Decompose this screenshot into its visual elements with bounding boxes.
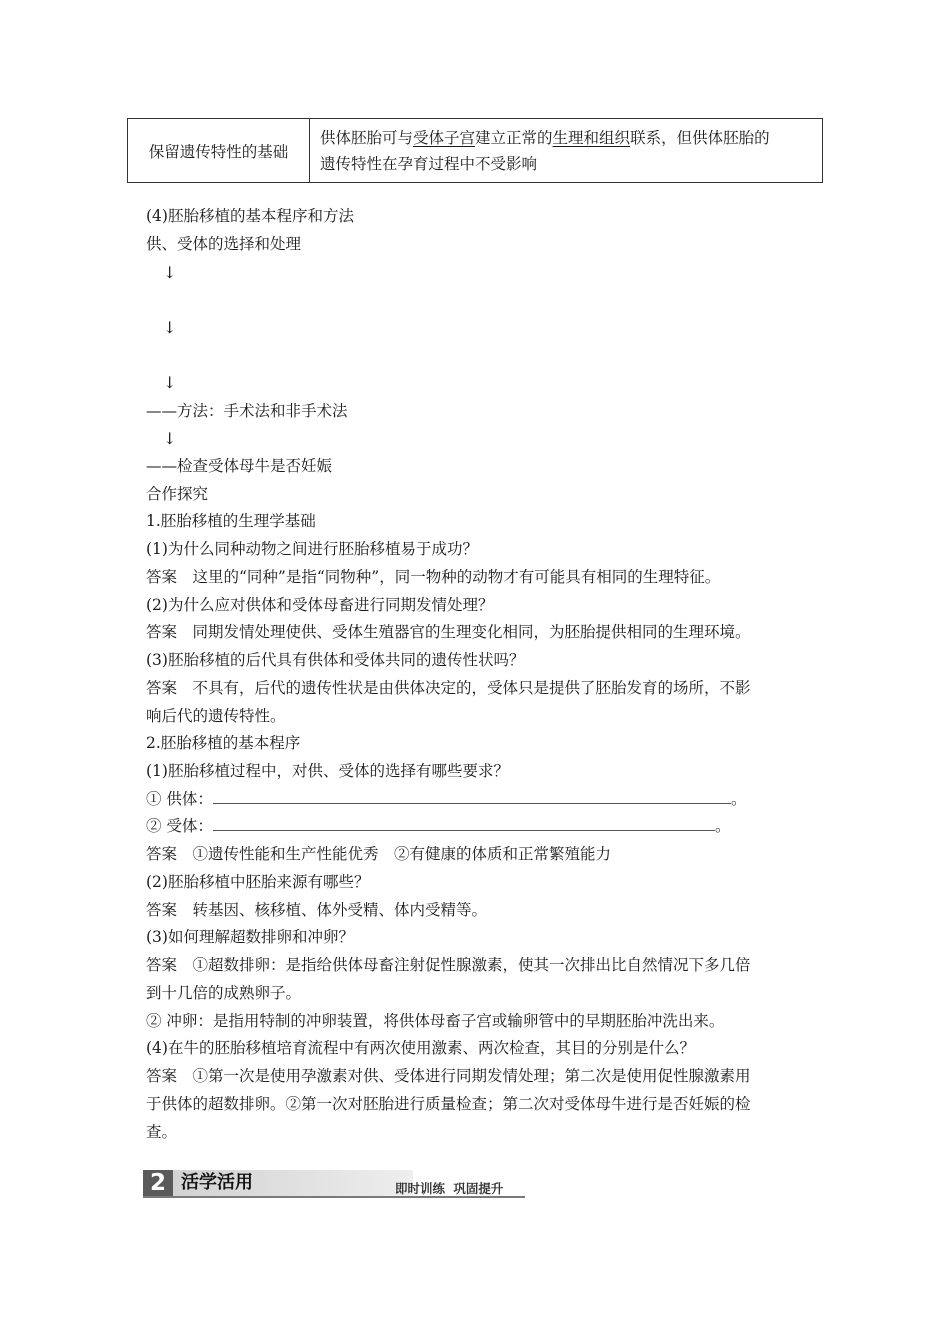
answer-1-3-line2: 响后代的遗传特性。 xyxy=(146,707,286,725)
underlined-term-physio: 生理和组织 xyxy=(552,128,631,147)
table-content-line2: 遗传特性在孕育过程中不受影响 xyxy=(320,154,538,173)
answer-1-2: 答案 同期发情处理使供、受体生殖器官的生理变化相同，为胚胎提供相同的生理环境。 xyxy=(146,623,751,641)
answer-2-4-line1: 答案 ①第一次是使用孕激素对供、受体进行同期发情处理；第二次是使用促性腺激素用 xyxy=(146,1067,751,1085)
topic-2-heading: 2.胚胎移植的基本程序 xyxy=(146,734,301,752)
section-number-badge: 2 xyxy=(143,1170,173,1196)
section4-title: (4)胚胎移植的基本程序和方法 xyxy=(146,207,354,225)
question-2-4: (4)在牛的胚胎移植培育流程中有两次使用激素、两次检查，其目的分别是什么？ xyxy=(146,1039,695,1057)
flow-step-4: ——方法：手术法和非手术法 xyxy=(146,402,348,420)
table-label-cell: 保留遗传特性的基础 xyxy=(128,119,310,183)
banner-subtitle: 即时训练 巩固提升 xyxy=(395,1181,504,1196)
banner-rule xyxy=(143,1196,525,1198)
banner-title: 活学活用 xyxy=(181,1172,253,1193)
underlined-term-uterus: 受体子宫 xyxy=(413,128,476,147)
flow-arrow-2: ↓ xyxy=(163,318,177,337)
cooperative-inquiry-heading: 合作探究 xyxy=(146,485,209,503)
topic-1-heading: 1.胚胎移植的生理学基础 xyxy=(146,512,316,530)
question-2-2: (2)胚胎移植中胚胎来源有哪些？ xyxy=(146,873,370,891)
recipient-blank[interactable] xyxy=(213,816,715,831)
flow-step-5: ——检查受体母牛是否妊娠 xyxy=(146,457,333,475)
donor-label: ① 供体： xyxy=(146,790,213,808)
question-2-1: (1)胚胎移植过程中，对供、受体的选择有哪些要求？ xyxy=(146,762,509,780)
answer-2-3-line3: ② 冲卵：是指用特制的冲卵装置，将供体母畜子宫或输卵管中的早期胚胎冲洗出来。 xyxy=(146,1012,725,1030)
answer-2-4-line3: 查。 xyxy=(146,1123,178,1141)
flow-step-1: 供、受体的选择和处理 xyxy=(146,235,302,253)
basis-table xyxy=(127,118,823,183)
table-content-cell xyxy=(310,119,823,183)
question-2-3: (3)如何理解超数排卵和冲卵？ xyxy=(146,928,354,946)
answer-2-3-line2: 到十几倍的成熟卵子。 xyxy=(146,984,302,1002)
donor-blank[interactable] xyxy=(213,789,731,804)
question-1-1: (1)为什么同种动物之间进行胚胎移植易于成功？ xyxy=(146,540,478,558)
recipient-label: ② 受体： xyxy=(146,817,213,835)
answer-2-1: 答案 ①遗传性能和生产性能优秀 ②有健康的体质和正常繁殖能力 xyxy=(146,845,612,863)
answer-2-2: 答案 转基因、核移植、体外受精、体内受精等。 xyxy=(146,901,488,919)
answer-1-3-line1: 答案 不具有，后代的遗传性状是由供体决定的，受体只是提供了胚胎发育的场所，不影 xyxy=(146,679,751,697)
section-banner xyxy=(143,1170,525,1198)
answer-2-3-line1: 答案 ①超数排卵：是指给供体母畜注射促性腺激素，使其一次排出比自然情况下多几倍 xyxy=(146,956,751,974)
table-content-line1: 供体胚胎可与受体子宫建立正常的生理和组织联系，但供体胚胎的 xyxy=(320,128,770,147)
flow-arrow-4: ↓ xyxy=(163,429,177,448)
donor-fill-line: ① 供体： 。 xyxy=(146,790,747,808)
recipient-fill-line: ② 受体： 。 xyxy=(146,817,731,835)
answer-2-4-line2: 于供体的超数排卵。②第一次对胚胎进行质量检查；第二次对受体母牛进行是否妊娠的检 xyxy=(146,1095,751,1113)
flow-arrow-3: ↓ xyxy=(163,373,177,392)
question-1-3: (3)胚胎移植的后代具有供体和受体共同的遗传性状吗？ xyxy=(146,651,525,669)
question-1-2: (2)为什么应对供体和受体母畜进行同期发情处理？ xyxy=(146,596,494,614)
answer-1-1: 答案 这里的“同种”是指“同物种”，同一物种的动物才有可能具有相同的生理特征。 xyxy=(146,568,721,586)
flow-arrow-1: ↓ xyxy=(163,263,177,282)
